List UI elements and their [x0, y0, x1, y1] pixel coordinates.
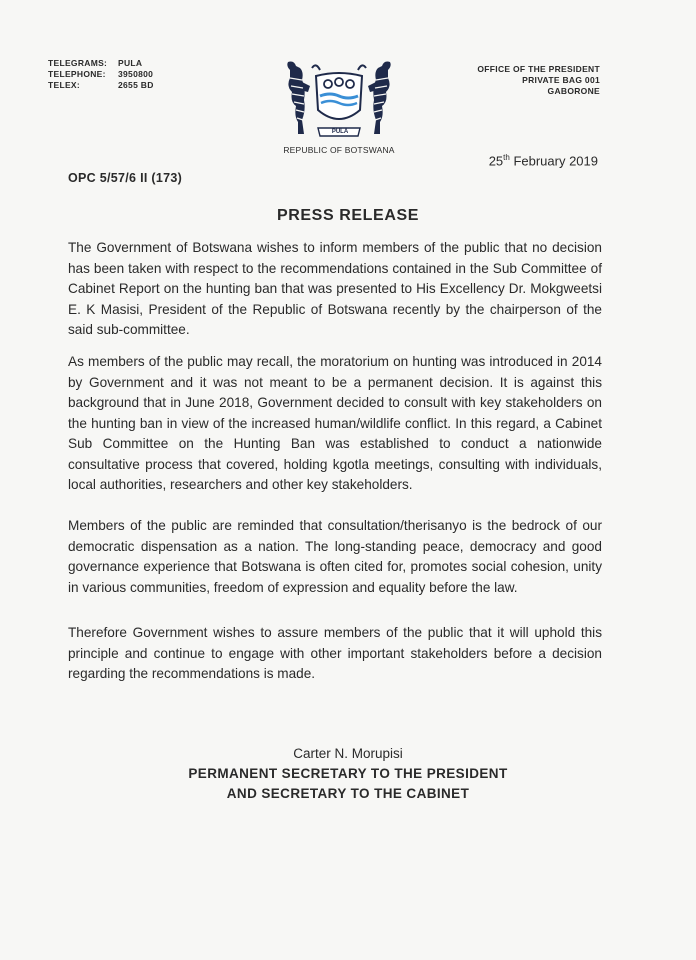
republic-caption: REPUBLIC OF BOTSWANA	[283, 145, 395, 155]
contact-label: TELEPHONE:	[48, 69, 106, 79]
date-day: 25	[488, 153, 504, 169]
contact-label: TELEX:	[48, 80, 81, 90]
motto-text: PULA	[331, 129, 349, 135]
contact-row	[48, 69, 154, 80]
date-suffix: th	[503, 153, 510, 162]
signatory-title-line: AND SECRETARY TO THE CABINET	[226, 786, 470, 801]
contact-label: TELEGRAMS:	[48, 58, 108, 68]
office-line: OFFICE OF THE PRESIDENT	[477, 64, 600, 74]
body-paragraph: The Government of Botswana wishes to inform members of the public that no decision has been taken with respect to the recommendations contained in the Sub Committee of Cabinet Report on the hunting ban that was presented to His Excellency Dr. Mokgweetsi E. K Masisi, President of the Republic of Botswana recently by the chairperson of the said sub-committee.	[68, 240, 602, 337]
body-paragraph: Therefore Government wishes to assure members of the public that it will uphold this principle and continue to engage with other important stakeholders before a decision regarding the recommendations is made.	[68, 625, 602, 681]
office-address	[477, 64, 600, 97]
contact-value: PULA	[118, 58, 143, 68]
coat-of-arms-icon	[276, 58, 402, 144]
document-title: PRESS RELEASE	[276, 207, 420, 224]
signatory-title-line: PERMANENT SECRETARY TO THE PRESIDENT	[188, 766, 508, 781]
contact-value: 3950800	[118, 69, 154, 79]
date-rest: February 2019	[509, 153, 598, 169]
body-paragraph: Members of the public are reminded that consultation/therisanyo is the bedrock of our democratic dispensation as a nation. The long-standing peace, democracy and good governance experience that Botswana is often cited for, promotes social cohesion, unity in various communities, freedom of expression and equality before the law.	[68, 518, 602, 595]
contact-block	[48, 58, 154, 91]
contact-row	[48, 58, 154, 69]
contact-row	[48, 80, 154, 91]
office-line: GABORONE	[547, 86, 600, 96]
signatory-name: Carter N. Morupisi	[293, 746, 403, 761]
office-line: PRIVATE BAG 001	[522, 75, 600, 85]
reference-number: OPC 5/57/6 II (173)	[68, 171, 183, 185]
body-paragraph: As members of the public may recall, the moratorium on hunting was introduced in 2014 by Government and it was not meant to be a permanent decision. It is against this background that in June 2018, Government decided to consult with key stakeholders on the hunting ban in view of the increased human/wildlife conflict. In this regard, a Cabinet Sub Committee on the Hunting Ban was established to conduct a nationwide consultative process that covered, holding kgotla meetings, consulting with individuals, local authorities, researchers and other key stakeholders.	[68, 354, 602, 492]
release-date	[489, 153, 598, 168]
contact-value: 2655 BD	[118, 80, 154, 90]
